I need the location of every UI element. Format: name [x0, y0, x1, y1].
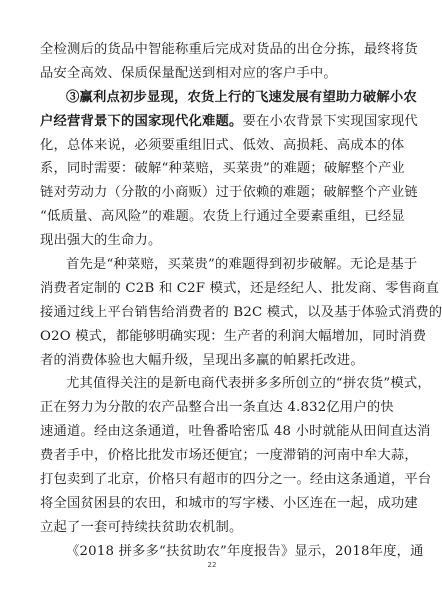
text-line: 链对劳动力（分散的小商贩）过于依赖的难题；破解整个产业链	[40, 185, 418, 201]
text-line: 《2018 拼多多“扶贫助农”年度报告》显示，2018年度，通	[66, 543, 424, 559]
text-line: 正在努力为分散的农产品整合出一条直达 4.832亿用户的快	[40, 400, 394, 416]
text-line: 打包卖到了北京，价格只有超市的四分之一。经由这条通道，平台	[40, 472, 432, 488]
text-line: “低质量、高风险”的难题。农货上行通过全要素重组，已经显	[40, 209, 405, 225]
body-text	[40, 38, 442, 564]
text-line: 全检测后的货品中智能称重后完成对货品的出仓分拣，最终将货	[40, 42, 418, 57]
bold-heading-text: ③赢利点初步显现，农货上行的飞速发展有望助力破解小农	[66, 89, 417, 105]
text-line: 者的消费体验也大幅升级，呈现出多赢的帕累托改进。	[40, 352, 364, 368]
text-line: O2O 模式，都能够明确实现：生产者的利润大幅增加，同时消费	[40, 328, 427, 344]
text-line: 品安全高效、保质保量配送到相对应的客户手中。	[40, 65, 337, 81]
text-line: 立起了一套可持续扶贫助农机制。	[40, 519, 243, 535]
text-line: 首先是“种菜赔，买菜贵”的难题得到初步破解。无论是基于	[66, 257, 418, 273]
text-line: 尤其值得关注的是新电商代表拼多多所创立的“拼农货”模式，	[66, 376, 431, 392]
text-line: 将全国贫困县的农田，和城市的写字楼、小区连在一起，成功建	[40, 495, 418, 511]
text-line: 现出强大的生命力。	[40, 233, 162, 249]
text-line	[40, 86, 417, 110]
text-line: 化，总体来说，必须要重组旧式、低效、高损耗、高成本的体	[40, 137, 405, 153]
page-number: 22	[207, 561, 217, 569]
text-line: 费者手中，价格比批发市场还便宜；一度滞销的河南中牟大蒜，	[40, 448, 418, 464]
text-line: 接通过线上平台销售给消费者的 B2C 模式，以及基于体验式消费的	[40, 304, 442, 320]
text-line: 系，同时需要：破解“种菜赔，买菜贵”的难题；破解整个产业	[40, 161, 405, 177]
text-line	[40, 110, 418, 134]
text-line: 消费者定制的 C2B 和 C2F 模式，还是经纪人、批发商、零售商直	[40, 280, 440, 296]
bold-heading-text: 户经营背景下的国家现代化难题。	[40, 113, 243, 129]
text-line: 速通道。经由这条通道，吐鲁番哈密瓜 48 小时就能从田间直达消	[40, 424, 431, 440]
inline-text: 要在小农背景下实现国家现代	[242, 113, 418, 129]
